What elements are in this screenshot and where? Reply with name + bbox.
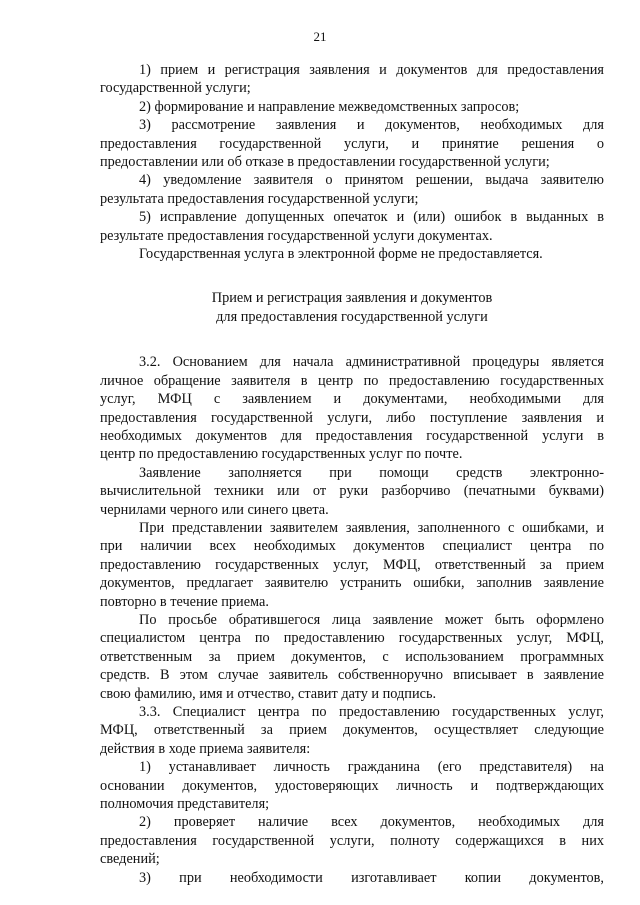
paragraph-request: По просьбе обратившегося лица заявление может быть оформлено специалистом центра по предоставлению государственных услуг, МФЦ, ответственным за прием документов, с использованием программных средств. В этом случае заявитель собственноручно вписывает в заявление свою фамилию, имя и отчество, ставит дату и подпись. (100, 611, 604, 702)
paragraph-fill: Заявление заполняется при помощи средств электронно- вычислительной техники или от руки разборчиво (печатными буквами) чернилами черного или синего цвета. (100, 464, 604, 518)
section-heading-line-1: Прием и регистрация заявления и документов (211, 290, 493, 307)
action-item: 1) устанавливает личность гражданина (его представителя) на основании документов, удостоверяющих личность и подтверждающих полномочия представителя; (100, 759, 604, 813)
paragraph-errors: При представлении заявителем заявления, заполненного с ошибками, и при наличии всех необходимых документов специалист центра по предоставлению государственных услуг, МФЦ, ответственный за прием документов, предлагает заявителю устранить ошибки, заполнив заявление повторно в течение приема. (100, 519, 604, 610)
paragraph-3-3: 3.3. Специалист центра по предоставлению государственных услуг, МФЦ, ответственный за прием документов, осуществляет следующие действия в ходе приема заявителя: (100, 704, 604, 757)
list-item: 2) формирование и направление межведомственных запросов; (139, 98, 520, 115)
list-item: 5) исправление допущенных опечаток и (или) ошибок в выданных в результате предоставления государственной услуги документах. (100, 209, 604, 244)
action-item: 2) проверяет наличие всех документов, необходимых для предоставления государственной услуги, полноту содержащихся в них сведений; (100, 814, 604, 868)
page-number: 21 (313, 29, 327, 44)
paragraph-no-electronic: Государственная услуга в электронной форме не предоставляется. (139, 246, 543, 263)
list-item: 3) рассмотрение заявления и документов, необходимых для предоставления государственной услуги, и принятие решения о предоставлении или об отказе в предоставлении государственной услуги; (100, 117, 604, 171)
document-body (100, 61, 604, 887)
list-item: 4) уведомление заявителя о принятом решении, выдача заявителю результата предоставления государственной услуги; (100, 172, 604, 207)
action-item: 3) при необходимости изготавливает копии документов, (139, 869, 604, 886)
list-item: 1) прием и регистрация заявления и документов для предоставления государственной услуги; (100, 62, 604, 97)
section-heading-line-2: для предоставления государственной услуги (216, 308, 488, 325)
paragraph-3-2: 3.2. Основанием для начала административной процедуры является личное обращение заявителя в центр по предоставлению государственных услуг, МФЦ с заявлением и документами, необходимыми для предоставления государственной услуги, либо поступление заявления и необходимых документов для предоставления государственной услуги в центр по предоставлению государственных услуг по почте. (100, 354, 604, 463)
